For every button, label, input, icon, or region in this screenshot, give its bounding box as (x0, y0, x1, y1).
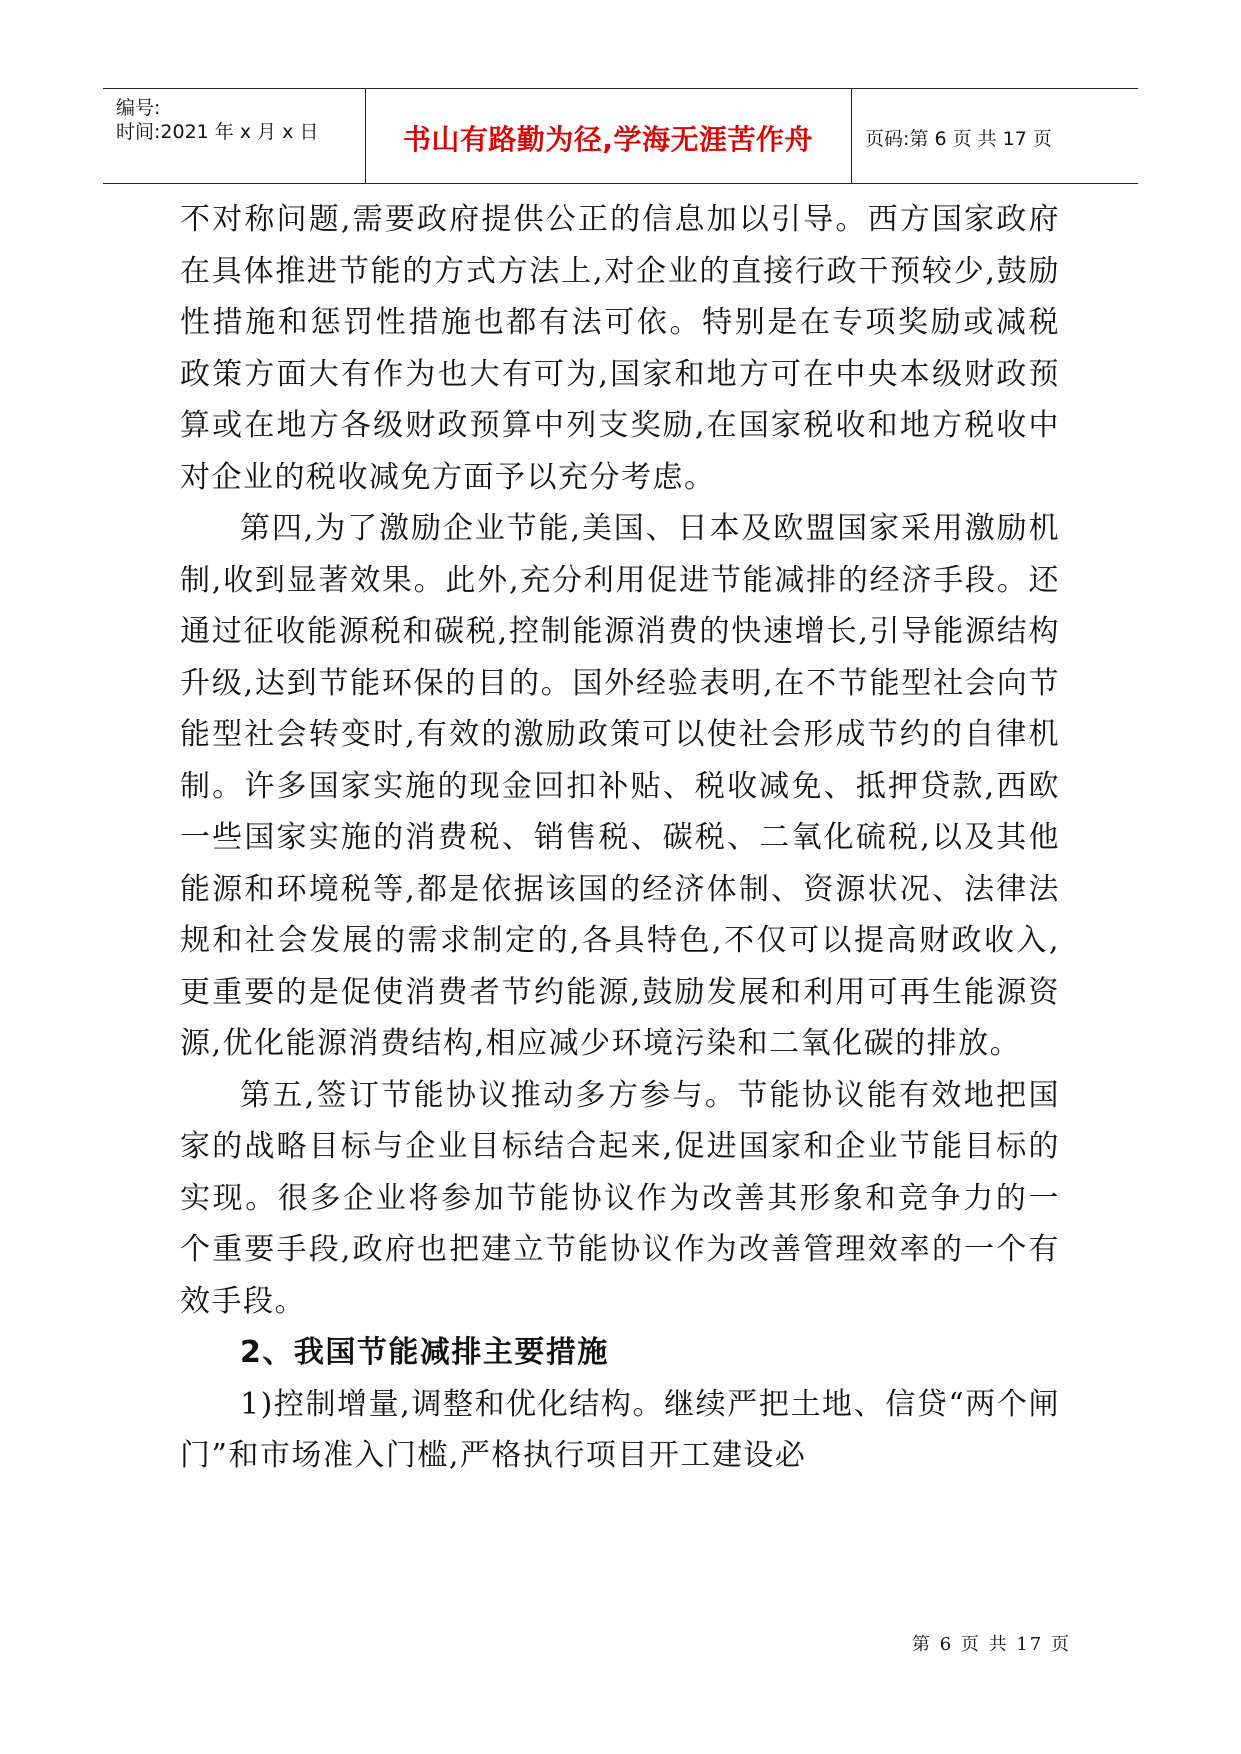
document-body (180, 194, 1060, 1482)
paragraph-2: 第四,为了激励企业节能,美国、日本及欧盟国家采用激励机制,收到显著效果。此外,充分利用促进节能减排的经济手段。还通过征收能源税和碳税,控制能源消费的快速增长,引导能源结构升级,达到节能环保的目的。国外经验表明,在不节能型社会向节能型社会转变时,有效的激励政策可以使社会形成节约的自律机制。许多国家实施的现金回扣补贴、税收减免、抵押贷款,西欧一些国家实施的消费税、销售税、碳税、二氧化硫税,以及其他能源和环境税等,都是依据该国的经济体制、资源状况、法律法规和社会发展的需求制定的,各具特色,不仅可以提高财政收入,更重要的是促使消费者节约能源,鼓励发展和利用可再生能源资源,优化能源消费结构,相应减少环境污染和二氧化碳的排放。 (180, 511, 1060, 1061)
header-motto-cell (365, 89, 852, 183)
page-footer: 第 6 页 共 17 页 (912, 1634, 1071, 1655)
section-heading: 2、我国节能减排主要措施 (240, 1335, 609, 1370)
header-motto: 书山有路勤为径,学海无涯苦作舟 (402, 123, 814, 156)
header-info-cell (103, 89, 366, 183)
document-number-label: 编号: (116, 97, 161, 119)
paragraph-3: 第五,签订节能协议推动多方参与。节能协议能有效地把国家的战略目标与企业目标结合起来,促进国家和企业节能目标的实现。很多企业将参加节能协议作为改善其形象和竞争力的一个重要手段,政府也把建立节能协议作为改善管理效率的一个有效手段。 (180, 1077, 1060, 1319)
paragraph-4: 1)控制增量,调整和优化结构。继续严把土地、信贷“两个闸门”和市场准入门槛,严格执行项目开工建设必 (180, 1386, 1060, 1473)
page-header (103, 88, 1138, 184)
paragraph-1: 不对称问题,需要政府提供公正的信息加以引导。西方国家政府在具体推进节能的方式方法上,对企业的直接行政干预较少,鼓励性措施和惩罚性措施也都有法可依。特别是在专项奖励或减税政策方面大有作为也大有可为,国家和地方可在中央本级财政预算或在地方各级财政预算中列支奖励,在国家税收和地方税收中对企业的税收减免方面予以充分考虑。 (180, 202, 1060, 495)
header-page-cell (853, 89, 1138, 183)
header-page-number: 页码:第 6 页 共 17 页 (865, 128, 1052, 150)
document-time-label: 时间:2021 年 x 月 x 日 (116, 121, 319, 143)
